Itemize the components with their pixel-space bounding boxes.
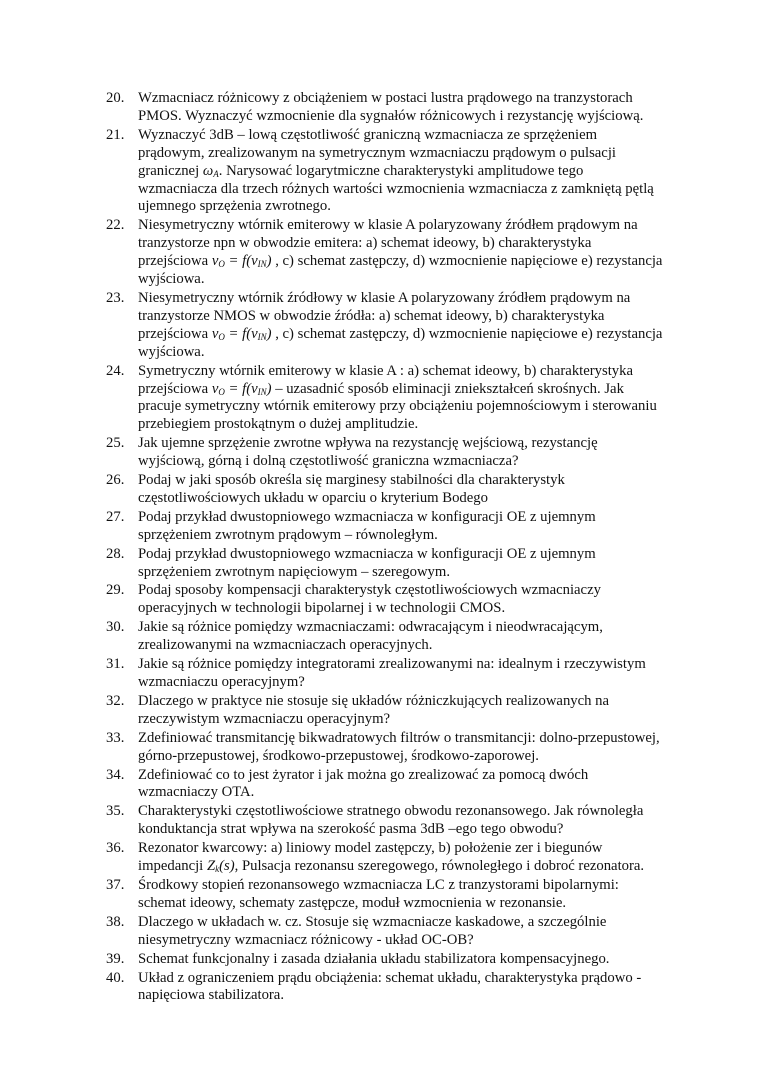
text-run: Podaj sposoby kompensacji charakterystyk częstotliwościowych wzmacniaczy operacyjnych w technologii bipolarnej i w technologii CMOS. xyxy=(138,582,601,617)
list-item xyxy=(106,290,664,362)
question-list xyxy=(106,90,664,1005)
text-run: Podaj przykład dwustopniowego wzmacniacza w konfiguracji OE z ujemnym sprzężeniem zwrotnym prądowym – równoległym. xyxy=(138,508,596,543)
list-item xyxy=(106,693,664,729)
subscript: IN xyxy=(257,331,267,342)
item-number: 21. xyxy=(106,126,125,143)
text-run: Jak ujemne sprzężenie zwrotne wpływa na rezystancję wejściową, rezystancję wyjściową, górną i dolną częstotliwość graniczna wzmacniacza? xyxy=(138,435,598,470)
list-item xyxy=(106,546,664,582)
text-run: Dlaczego w układach w. cz. Stosuje się wzmacniacze kaskadowe, a szczególnie niesymetryczny wzmacniacz różnicowy - układ OC-OB? xyxy=(138,913,607,948)
italic-text: f(v xyxy=(242,253,258,270)
list-item xyxy=(106,840,664,876)
list-item xyxy=(106,656,664,692)
item-text xyxy=(138,582,601,616)
item-text xyxy=(138,509,596,543)
list-item xyxy=(106,730,664,766)
subscript: O xyxy=(218,331,225,342)
item-number: 28. xyxy=(106,545,125,562)
italic-text: = xyxy=(224,253,243,270)
list-item xyxy=(106,582,664,618)
list-item xyxy=(106,803,664,839)
italic-text: f(v xyxy=(242,380,258,397)
item-number: 25. xyxy=(106,435,125,452)
text-run: Zdefiniować co to jest żyrator i jak można go zrealizować za pomocą dwóch wzmacniaczy OTA. xyxy=(138,766,589,801)
italic-text: ) xyxy=(266,253,272,270)
item-number: 38. xyxy=(106,913,125,930)
subscript: IN xyxy=(257,259,267,270)
italic-text: Z xyxy=(206,858,216,875)
item-number: 40. xyxy=(106,969,125,986)
italic-text: = xyxy=(224,325,243,342)
list-item xyxy=(106,509,664,545)
subscript: k xyxy=(215,864,220,875)
subscript: A xyxy=(213,168,219,179)
item-text xyxy=(138,840,644,874)
list-item xyxy=(106,767,664,803)
list-item xyxy=(106,472,664,508)
list-item xyxy=(106,970,664,1006)
list-item xyxy=(106,877,664,913)
item-number: 39. xyxy=(106,950,125,967)
text-run: Schemat funkcjonalny i zasada działania układu stabilizatora kompensacyjnego. xyxy=(138,950,610,967)
item-text xyxy=(138,363,657,433)
item-number: 30. xyxy=(106,619,125,636)
item-text xyxy=(138,546,596,580)
italic-text: ) xyxy=(266,325,272,342)
text-run: , Pulsacja rezonansu szeregowego, równoległego i dobroć rezonatora. xyxy=(234,858,645,875)
item-text xyxy=(138,877,619,911)
item-number: 29. xyxy=(106,582,125,599)
italic-text: v xyxy=(211,253,219,270)
italic-text: = xyxy=(224,380,243,397)
italic-text: v xyxy=(211,380,219,397)
italic-text: ω xyxy=(202,162,214,179)
text-run: Niesymetryczny wtórnik emiterowy w klasie A polaryzowany źródłem prądowym na tranzystorze npn w obwodzie emitera: a) schemat ideowy, b) charakterystyka przejściowa xyxy=(138,217,638,270)
text-run: Rezonator kwarcowy: a) liniowy model zastępczy, b) położenie zer i biegunów impedancji xyxy=(138,840,603,875)
list-item xyxy=(106,127,664,217)
item-text xyxy=(138,803,643,837)
item-text xyxy=(138,914,606,948)
text-run: Niesymetryczny wtórnik źródłowy w klasie A polaryzowany źródłem prądowym na tranzystorze NMOS w obwodzie źródła: a) schemat ideowy, b) charakterystyka przejściowa xyxy=(138,289,631,342)
list-item xyxy=(106,363,664,435)
item-number: 22. xyxy=(106,217,125,234)
item-number: 32. xyxy=(106,692,125,709)
text-run: . Narysować logarytmiczne charakterystyki amplitudowe tego wzmacniacza dla trzech różnych wartości wzmocnienia wzmacniacza z zamkniętą pętlą ujemnego sprzężenia zwrotnego. xyxy=(138,162,654,215)
item-number: 36. xyxy=(106,840,125,857)
list-item xyxy=(106,435,664,471)
item-number: 26. xyxy=(106,472,125,489)
text-run: Środkowy stopień rezonansowego wzmacniacza LC z tranzystorami bipolarnymi: schemat ideowy, schematy zastępcze, moduł wzmocnienia w rezonansie. xyxy=(138,876,619,911)
subscript: IN xyxy=(257,386,267,397)
item-text xyxy=(138,656,646,690)
text-run: Wzmacniacz różnicowy z obciążeniem w postaci lustra prądowego na tranzystorach PMOS. Wyznaczyć wzmocnienie dla sygnałów różnicowych i rezystancję wyjściową. xyxy=(138,90,644,124)
list-item xyxy=(106,90,664,126)
text-run: Dlaczego w praktyce nie stosuje się układów różniczkujących realizowanych na rzeczywistym wzmacniaczu operacyjnym? xyxy=(138,692,610,727)
text-run: Jakie są różnice pomiędzy integratorami zrealizowanymi na: idealnym i rzeczywistym wzmacniaczu operacyjnym? xyxy=(138,656,646,690)
item-number: 27. xyxy=(106,508,125,525)
item-text xyxy=(138,90,643,124)
text-run: Podaj w jaki sposób określa się marginesy stabilności dla charakterystyk częstotliwościowych układu w oparciu o kryterium Bodego xyxy=(138,472,565,506)
text-run: Jakie są różnice pomiędzy wzmacniaczami: odwracającym i nieodwracającym, zrealizowanymi na wzmacniaczach operacyjnych. xyxy=(138,619,603,654)
item-text xyxy=(138,435,598,469)
text-run: Wyznaczyć 3dB – lową częstotliwość graniczną wzmacniacza ze sprzężeniem prądowym, zrealizowanym na symetrycznym wzmacniaczu prądowym o pulsacji granicznej xyxy=(138,126,616,179)
list-item xyxy=(106,914,664,950)
item-text xyxy=(138,951,609,967)
italic-text: v xyxy=(211,325,219,342)
item-number: 37. xyxy=(106,876,125,893)
text-run: , c) schemat zastępczy, d) wzmocnienie napięciowe e) rezystancja wyjściowa. xyxy=(138,325,663,360)
item-text xyxy=(138,767,588,801)
item-text xyxy=(138,472,565,506)
item-text xyxy=(138,619,603,653)
item-number: 23. xyxy=(106,289,125,306)
text-run: , c) schemat zastępczy, d) wzmocnienie napięciowe e) rezystancja wyjściowa. xyxy=(138,253,663,288)
item-text xyxy=(138,970,641,1004)
item-number: 35. xyxy=(106,803,125,820)
text-run: Charakterystyki częstotliwościowe stratnego obwodu rezonansowego. Jak równoległa konduktancja strat wpływa na szerokość pasma 3dB –ego tego obwodu? xyxy=(138,803,644,838)
text-run: Podaj przykład dwustopniowego wzmacniacza w konfiguracji OE z ujemnym sprzężeniem zwrotnym napięciowym – szeregowym. xyxy=(138,545,596,580)
item-text xyxy=(138,730,660,764)
subscript: O xyxy=(218,259,225,270)
list-item xyxy=(106,217,664,289)
text-run: Symetryczny wtórnik emiterowy w klasie A : a) schemat ideowy, b) charakterystyka przejściowa xyxy=(138,362,634,397)
item-text xyxy=(138,693,609,727)
subscript: O xyxy=(218,386,225,397)
list-item xyxy=(106,951,664,969)
text-run: Zdefiniować transmitancję bikwadratowych filtrów o transmitancji: dolno-przepustowej, górno-przepustowej, środkowo-przepustowej, środkowo-zaporowej. xyxy=(138,729,660,764)
italic-text: (s) xyxy=(219,858,235,875)
item-text xyxy=(138,127,654,215)
list-item xyxy=(106,619,664,655)
text-run: – uzasadnić sposób eliminacji zniekształceń skrośnych. Jak pracuje symetryczny wtórnik emiterowy przy obciążeniu pojemnościowym i sterowaniu przebiegiem prostokątnym o dużej amplitudzie. xyxy=(138,380,657,433)
item-number: 24. xyxy=(106,362,125,379)
italic-text: f(v xyxy=(242,325,258,342)
text-run: Układ z ograniczeniem prądu obciążenia: schemat układu, charakterystyka prądowo - napięciowa stabilizatora. xyxy=(138,969,642,1004)
item-number: 34. xyxy=(106,766,125,783)
italic-text: ) xyxy=(266,380,272,397)
item-number: 31. xyxy=(106,656,125,673)
item-number: 33. xyxy=(106,729,125,746)
item-text xyxy=(138,217,662,287)
item-text xyxy=(138,290,662,360)
item-number: 20. xyxy=(106,90,125,106)
